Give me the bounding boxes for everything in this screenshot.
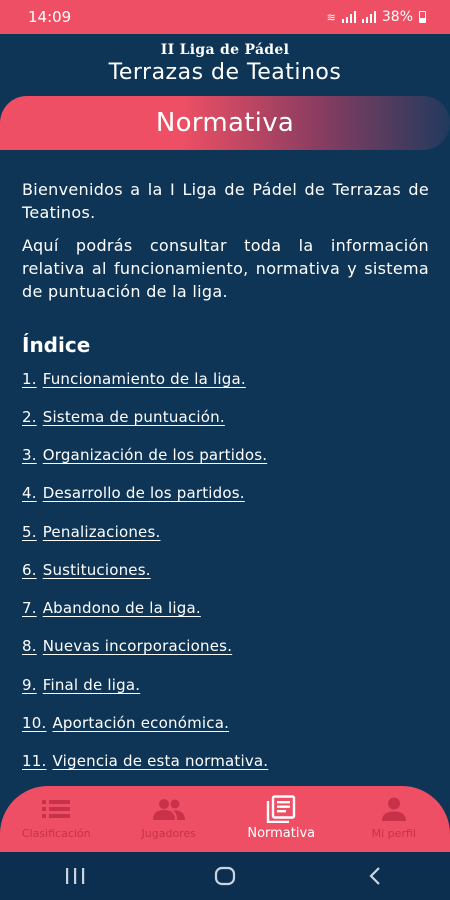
nav-jugadores[interactable] — [113, 796, 225, 840]
league-title: Terrazas de Teatinos — [108, 60, 342, 85]
home-button[interactable] — [195, 856, 255, 896]
nav-clasificacion[interactable] — [0, 796, 112, 840]
signal-icon-2 — [362, 11, 376, 23]
nav-mi-perfil[interactable] — [338, 796, 450, 840]
list-icon — [42, 796, 70, 822]
index-link-8[interactable]: 8. Nuevas incorporaciones. — [22, 637, 233, 655]
page-title: Normativa — [155, 108, 295, 138]
index-link-2[interactable]: 2. Sistema de puntuación. — [22, 408, 225, 426]
back-icon — [368, 866, 382, 886]
index-link-6[interactable]: 6. Sustituciones. — [22, 561, 151, 579]
status-time: 14:09 — [28, 8, 72, 26]
nav-label-normativa: Normativa — [247, 826, 316, 841]
index-link-5[interactable]: 5. Penalizaciones. — [22, 523, 161, 541]
document-icon — [266, 796, 296, 822]
index-link-1[interactable]: 1. Funcionamiento de la liga. — [22, 370, 246, 388]
nav-label-jugadores: Jugadores — [141, 827, 196, 840]
status-bar — [0, 0, 450, 34]
system-nav-bar — [0, 852, 450, 900]
index-link-9[interactable]: 9. Final de liga. — [22, 676, 141, 694]
recent-apps-button[interactable] — [45, 856, 105, 896]
home-icon — [214, 866, 236, 886]
index-title: Índice — [22, 333, 91, 357]
normativa-content — [22, 178, 429, 357]
section-banner — [0, 96, 450, 150]
battery-icon — [419, 11, 426, 23]
nav-label-clasificacion: Clasificación — [21, 827, 91, 840]
index-link-11[interactable]: 11. Vigencia de esta normativa. — [22, 752, 269, 770]
back-button[interactable] — [345, 856, 405, 896]
index-link-10[interactable]: 10. Aportación económica. — [22, 714, 230, 732]
battery-percent: 38% — [381, 9, 413, 25]
bottom-nav — [0, 786, 450, 852]
index-link-3[interactable]: 3. Organización de los partidos. — [22, 446, 268, 464]
people-icon — [153, 796, 185, 822]
intro-paragraph-1: Bienvenidos a la I Liga de Pádel de Terrazas de Teatinos. — [22, 180, 429, 222]
index-link-7[interactable]: 7. Abandono de la liga. — [22, 599, 201, 617]
index-link-4[interactable]: 4. Desarrollo de los partidos. — [22, 484, 245, 502]
wifi-calling-icon: ≋ — [326, 10, 336, 24]
person-icon — [381, 796, 407, 822]
intro-paragraph-2: Aquí podrás consultar toda la información relativa al funcionamiento, normativa y sistema de puntuación de la liga. — [22, 236, 429, 301]
signal-icon — [342, 11, 356, 23]
nav-normativa[interactable] — [225, 796, 337, 841]
league-supertitle: II Liga de Pádel — [160, 42, 290, 58]
app-header — [0, 34, 450, 94]
status-icons — [327, 9, 426, 25]
recent-apps-icon — [65, 867, 85, 885]
nav-label-mi-perfil: Mi perfil — [371, 827, 416, 840]
